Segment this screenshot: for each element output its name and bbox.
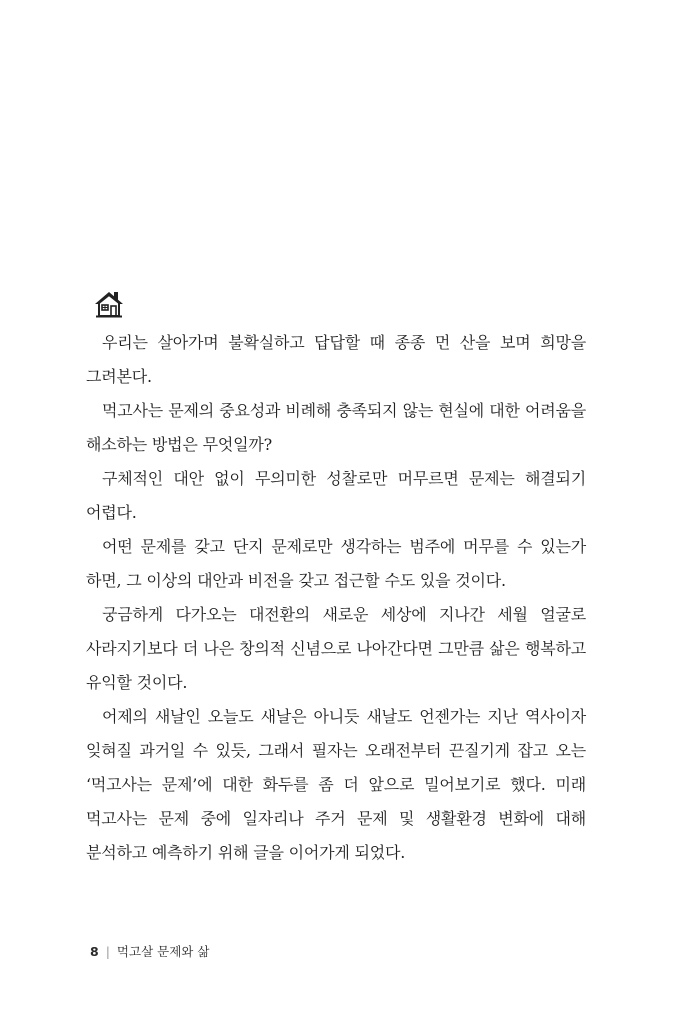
paragraph: 어제의 새날인 오늘도 새날은 아니듯 새날도 언젠가는 지난 역사이자 잊혀질 과거일 수 있듯, 그래서 필자는 오래전부터 끈질기게 잡고 오는 ‘먹고사는 문제’에 대한 화두를 좀 더 앞으로 밀어보기로 했다. 미래 먹고사는 문제 중에 일자리나 주거 문제 및 생활환경 변화에 대해 분석하고 예측하기 위해 글을 이어가게 되었다. [86,707,586,862]
page-footer [90,942,209,960]
paragraph: 우리는 살아가며 불확실하고 답답할 때 종종 먼 산을 보며 희망을 그려본다. [86,333,586,386]
book-title: 먹고살 문제와 삶 [116,944,210,959]
page-number: 8 [90,943,99,959]
paragraph: 구체적인 대안 없이 무의미한 성찰로만 머무르면 문제는 해결되기 어렵다. [86,469,586,522]
footer-separator: | [105,943,110,959]
house-icon [94,290,124,318]
body-text [86,326,586,870]
paragraph: 먹고사는 문제의 중요성과 비례해 충족되지 않는 현실에 대한 어려움을 해소하는 방법은 무엇일까? [86,401,586,454]
paragraph: 어떤 문제를 갖고 단지 문제로만 생각하는 범주에 머무를 수 있는가 하면, 그 이상의 대안과 비전을 갖고 접근할 수도 있을 것이다. [86,537,586,590]
paragraph: 궁금하게 다가오는 대전환의 새로운 세상에 지나간 세월 얼굴로 사라지기보다 더 나은 창의적 신념으로 나아간다면 그만큼 삶은 행복하고 유익할 것이다. [86,605,586,692]
